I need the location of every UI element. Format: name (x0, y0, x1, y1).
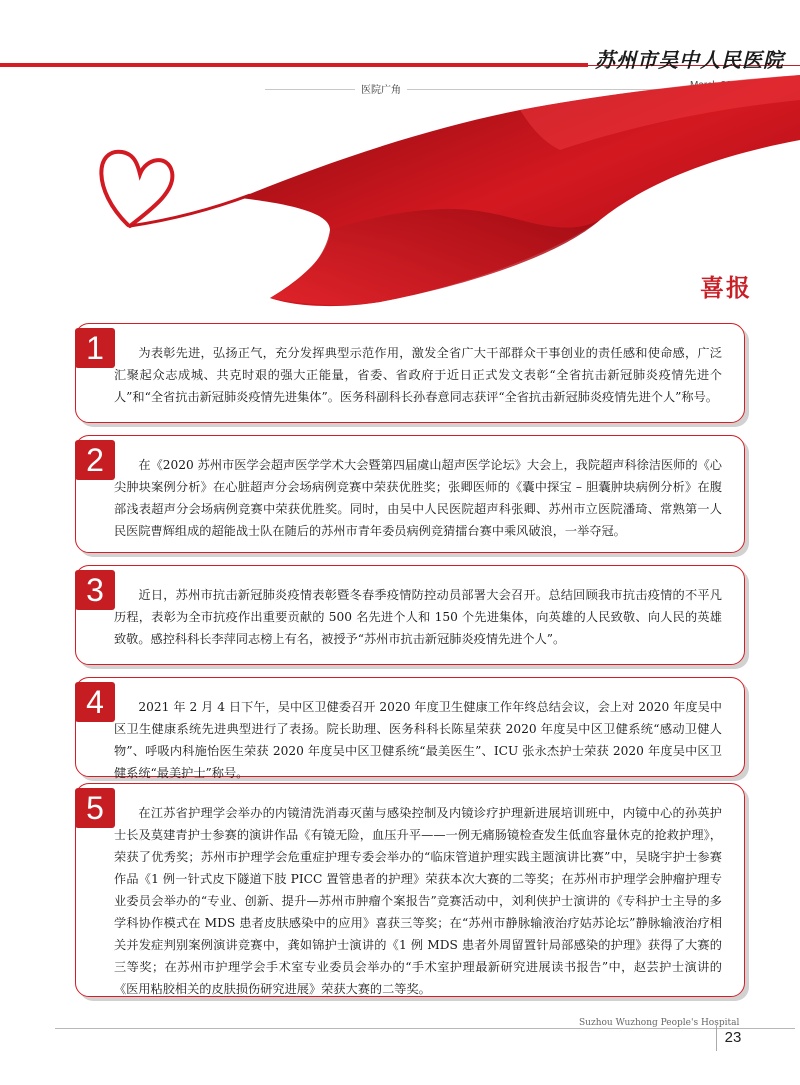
hospital-name: 苏州市吴中人民医院 (595, 48, 784, 72)
news-item-card (75, 783, 745, 997)
news-item-text: 为表彰先进，弘扬正气，充分发挥典型示范作用，激发全省广大干部群众干事创业的责任感和使命感，广泛汇聚起众志成城、共克时艰的强大正能量，省委、省政府于近日正式发文表彰“全省抗击新冠肺炎疫情先进个人”和“全省抗击新冠肺炎疫情先进集体”。医务科副科长孙春意同志获评“全省抗击新冠肺炎疫情先进个人”称号。 (114, 346, 722, 404)
header-accent-bar (0, 63, 588, 67)
news-item-card (75, 677, 745, 780)
news-item-card (75, 323, 745, 423)
news-item-card (75, 565, 745, 665)
heart-ribbon (101, 152, 172, 226)
footer-rule (55, 1028, 795, 1029)
footer-hospital-english-name: Suzhou Wuzhong People's Hospital (575, 1018, 743, 1028)
news-item-text: 近日，苏州市抗击新冠肺炎疫情表彰暨冬春季疫情防控动员部署大会召开。总结回顾我市抗击疫情的不平凡历程，表彰为全市抗疫作出重要贡献的 500 名先进个人和 150 个先进集体，向英雄的人民致敬、向人民的英雄致敬。感控科科长李萍同志榜上有名，被授予“苏州市抗击新冠肺炎疫情先进个人”。 (114, 588, 722, 646)
page-number: 23 (716, 1025, 749, 1051)
section-label: 医院广角 (355, 81, 407, 96)
news-item-text: 2021 年 2 月 4 日下午，吴中区卫健委召开 2020 年度卫生健康工作年终总结会议，会上对 2020 年度吴中区卫生健康系统先进典型进行了表扬。院长助理、医务科科长陈星荣获 2020 年度吴中区卫健系统“感动卫健人物”、呼吸内科施怡医生荣获 2020 年度吴中区卫健系统“最美医生”、ICU 张永杰护士荣获 2020 年度吴中区卫健系统“最美护士”称号。 (114, 700, 722, 780)
item-number-badge: 2 (75, 440, 115, 480)
item-number-badge: 4 (75, 682, 115, 722)
item-number-badge: 5 (75, 788, 115, 828)
news-item-text: 在江苏省护理学会举办的内镜清洗消毒灭菌与感染控制及内镜诊疗护理新进展培训班中，内镜中心的孙英护士长及莫建青护士参赛的演讲作品《有镜无险，血压升平——一例无痛肠镜检查发生低血容量休克的抢救护理》，荣获了优秀奖；苏州市护理学会危重症护理专委会举办的“临床管道护理实践主题演讲比赛”中，吴晓宇护士参赛作品《1 例一针式皮下隧道下肢 PICC 置管患者的护理》荣获本次大赛的二等奖；在苏州市护理学会肿瘤护理专业委员会举办的“专业、创新、提升—苏州市肿瘤个案报告”竞赛活动中，刘利侠护士演讲的《专科护士主导的多学科协作模式在 MDS 患者皮肤感染中的应用》喜获三等奖；在“苏州市静脉输液治疗姑苏论坛”静脉输液治疗相关并发症判别案例演讲竞赛中，龚如锦护士演讲的《1 例 MDS 患者外周留置针局部感染的护理》获得了大赛的三等奖；在苏州市护理学会手术室专业委员会举办的“手术室护理最新研究进展读书报告”中，赵芸护士演讲的《医用粘胶相关的皮肤损伤研究进展》荣获大赛的二等奖。 (114, 806, 722, 996)
page-title: 喜报 (700, 274, 752, 302)
item-number-badge: 3 (75, 570, 115, 610)
news-item-text: 在《2020 苏州市医学会超声医学学术大会暨第四届虞山超声医学论坛》大会上，我院超声科徐洁医师的《心尖肿块案例分析》在心脏超声分会场病例竞赛中荣获优胜奖；张卿医师的《囊中探宝 – 胆囊肿块病例分析》在腹部浅表超声分会场病例竞赛中荣获优胜奖。同时，由吴中人民医院超声科张卿、苏州市立医院潘琦、常熟第一人民医院曹辉组成的超能战士队在随后的苏州市青年委员病例竞猜擂台赛中乘风破浪，一举夺冠。 (114, 458, 722, 538)
item-number-badge: 1 (75, 328, 115, 368)
news-item-card (75, 435, 745, 553)
ribbon-heart-illustration (0, 70, 800, 330)
